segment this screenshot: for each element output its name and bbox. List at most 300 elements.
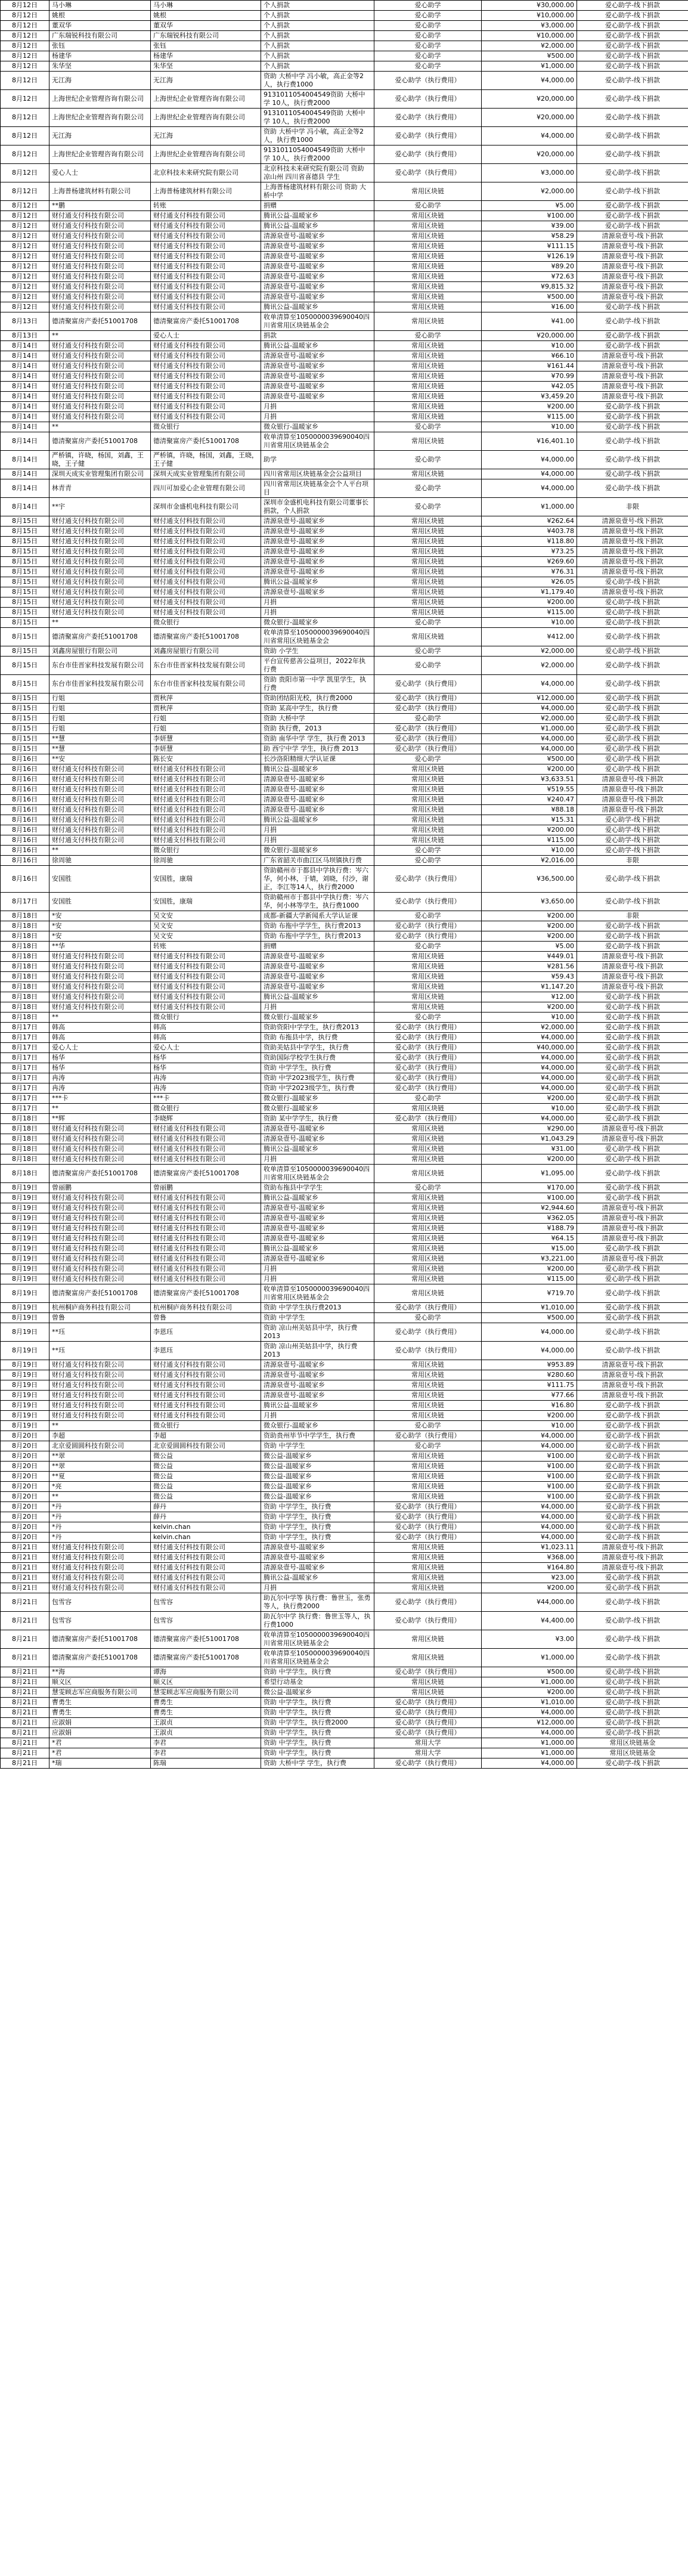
cell-date: 8月21日 [1, 1688, 49, 1698]
cell-purpose: 月捐 [261, 1154, 374, 1165]
table-row [1, 754, 688, 764]
cell-use: 爱心助学-线下捐款 [577, 211, 688, 221]
cell-purpose: 清源泉壹号-温暖家乡 [261, 1370, 374, 1380]
cell-payee: 财付通支付科技有限公司 [151, 262, 261, 272]
table-row [1, 1360, 688, 1370]
cell-payee: 德清聚富房产委托51001708 [151, 1165, 261, 1183]
cell-use: 清源泉壹号-线下捐款 [577, 1553, 688, 1563]
table-row [1, 893, 688, 911]
cell-donor: ** [49, 618, 151, 628]
cell-payee: 韩高 [151, 1033, 261, 1043]
table-row [1, 1573, 688, 1583]
table-row [1, 764, 688, 775]
cell-amount: ¥5.00 [482, 201, 577, 211]
cell-type: 爱心助学 [374, 754, 482, 764]
table-row [1, 1391, 688, 1401]
cell-donor: **华 [49, 942, 151, 952]
cell-use: 爱心助学-线下捐款 [577, 1502, 688, 1512]
cell-amount: ¥73.25 [482, 547, 577, 557]
cell-date: 8月12日 [1, 182, 49, 201]
cell-type: 常用区块链 [374, 1472, 482, 1482]
cell-amount: ¥3,000.00 [482, 21, 577, 31]
cell-use: 爱心助学-线下捐款 [577, 1698, 688, 1708]
cell-date: 8月12日 [1, 302, 49, 312]
cell-amount: ¥4,000.00 [482, 1342, 577, 1360]
cell-donor: **慧 [49, 744, 151, 754]
table-row [1, 1254, 688, 1264]
cell-amount: ¥42.05 [482, 382, 577, 392]
cell-payee: 财付通支付科技有限公司 [151, 1264, 261, 1274]
cell-type: 常用区块链 [374, 835, 482, 846]
cell-use: 爱心助学-线下捐款 [577, 675, 688, 693]
cell-use: 爱心助学-线下捐款 [577, 51, 688, 61]
cell-type: 常用区块链 [374, 231, 482, 242]
cell-date: 8月18日 [1, 1002, 49, 1013]
cell-amount: ¥164.80 [482, 1563, 577, 1573]
cell-purpose: 资助 大桥中学 学生，执行费 [261, 1758, 374, 1769]
cell-payee: 德清聚富房产委托51001708 [151, 1284, 261, 1303]
cell-date: 8月17日 [1, 1023, 49, 1033]
table-row [1, 1114, 688, 1124]
cell-donor: 杨建华 [49, 51, 151, 61]
cell-amount: ¥10.00 [482, 1421, 577, 1431]
cell-purpose: 微众银行-温暖家乡 [261, 618, 374, 628]
cell-date: 8月14日 [1, 392, 49, 402]
cell-use: 爱心助学-线下捐款 [577, 182, 688, 201]
cell-date: 8月16日 [1, 825, 49, 835]
cell-type: 爱心助学（执行费用） [374, 1063, 482, 1073]
cell-payee: 财付通支付科技有限公司 [151, 952, 261, 962]
cell-payee: 李君 [151, 1748, 261, 1758]
cell-payee: 财付通支付科技有限公司 [151, 1391, 261, 1401]
cell-use: 清源泉壹号-线下捐款 [577, 231, 688, 242]
cell-purpose: 清源泉壹号-温暖家乡 [261, 527, 374, 537]
cell-purpose: 资助国际学校学生执行费 [261, 1053, 374, 1063]
cell-donor: 财付通支付科技有限公司 [49, 992, 151, 1002]
table-row [1, 714, 688, 724]
cell-payee: 财付通支付科技有限公司 [151, 567, 261, 577]
cell-type: 常用区块链 [374, 361, 482, 371]
cell-purpose: 9131011054004549资助 大桥中学 10人，执行费2000 [261, 145, 374, 164]
table-row [1, 1370, 688, 1380]
cell-payee: 财付通支付科技有限公司 [151, 392, 261, 402]
cell-date: 8月15日 [1, 516, 49, 527]
cell-amount: ¥3,000.00 [482, 164, 577, 182]
cell-payee: 财付通支付科技有限公司 [151, 982, 261, 992]
cell-use: 清源泉壹号-线下捐款 [577, 775, 688, 785]
cell-date: 8月12日 [1, 51, 49, 61]
cell-amount: ¥403.78 [482, 527, 577, 537]
cell-type: 爱心助学（执行费用） [374, 1342, 482, 1360]
cell-purpose: 个人捐款 [261, 41, 374, 51]
cell-use: 清源泉壹号-线下捐款 [577, 952, 688, 962]
cell-purpose: 上海普杨建筑材料有限公司 资助 大桥中学 [261, 182, 374, 201]
cell-date: 8月21日 [1, 1708, 49, 1718]
table-row [1, 775, 688, 785]
cell-payee: 微公益 [151, 1462, 261, 1472]
cell-payee: 财付通支付科技有限公司 [151, 1543, 261, 1553]
cell-type: 爱心助学 [374, 331, 482, 341]
cell-purpose: 资助 中学学生，执行费 [261, 1522, 374, 1532]
cell-date: 8月16日 [1, 795, 49, 805]
cell-donor: 财付通支付科技有限公司 [49, 402, 151, 412]
table-row [1, 361, 688, 371]
table-row [1, 1462, 688, 1472]
cell-use: 爱心助学-线下捐款 [577, 402, 688, 412]
cell-date: 8月20日 [1, 1482, 49, 1492]
cell-date: 8月20日 [1, 1532, 49, 1543]
cell-amount: ¥1,023.11 [482, 1543, 577, 1553]
cell-donor: 财付通支付科技有限公司 [49, 537, 151, 547]
cell-donor: 财付通支付科技有限公司 [49, 1380, 151, 1391]
cell-donor: 财付通支付科技有限公司 [49, 1553, 151, 1563]
cell-date: 8月15日 [1, 646, 49, 657]
cell-type: 爱心助学（执行费用） [374, 734, 482, 744]
cell-payee: ***卡 [151, 1094, 261, 1104]
cell-type: 常用区块链 [374, 785, 482, 795]
cell-date: 8月14日 [1, 402, 49, 412]
cell-purpose: 月捐 [261, 835, 374, 846]
cell-type: 爱心助学（执行费用） [374, 1718, 482, 1728]
cell-type: 爱心助学 [374, 422, 482, 432]
cell-type: 爱心助学（执行费用） [374, 1502, 482, 1512]
cell-donor: 财付通支付科技有限公司 [49, 252, 151, 262]
cell-use: 爱心助学-线下捐款 [577, 479, 688, 498]
table-row [1, 1313, 688, 1323]
cell-type: 爱心助学（执行费用） [374, 724, 482, 734]
cell-use: 爱心助学-线下捐款 [577, 992, 688, 1002]
cell-type: 爱心助学（执行费用） [374, 1698, 482, 1708]
cell-payee: 财付通支付科技有限公司 [151, 992, 261, 1002]
cell-date: 8月21日 [1, 1553, 49, 1563]
cell-purpose: 资助贵州毕节中学学生，执行费 [261, 1431, 374, 1441]
cell-amount: ¥200.00 [482, 1688, 577, 1698]
cell-purpose: 清源泉壹号-温暖家乡 [261, 1254, 374, 1264]
cell-amount: ¥1,095.00 [482, 1165, 577, 1183]
cell-amount: ¥36,500.00 [482, 866, 577, 893]
cell-purpose: 助瓦尔中学 执行费：鲁世玉等人，执行费1000 [261, 1612, 374, 1630]
cell-amount: ¥111.15 [482, 242, 577, 252]
table-row [1, 292, 688, 302]
cell-purpose: 助学 [261, 451, 374, 469]
cell-type: 爱心助学（执行费用） [374, 1033, 482, 1043]
cell-date: 8月17日 [1, 1073, 49, 1083]
cell-date: 8月21日 [1, 1612, 49, 1630]
cell-payee: 姚根 [151, 11, 261, 21]
cell-use: 爱心助学-线下捐款 [577, 1023, 688, 1033]
cell-purpose: 腾讯公益-温暖家乡 [261, 992, 374, 1002]
cell-purpose: 资助 中学学生 [261, 1441, 374, 1451]
cell-donor: 财付通支付科技有限公司 [49, 587, 151, 597]
cell-type: 常用区块链 [374, 1104, 482, 1114]
cell-type: 爱心助学 [374, 1183, 482, 1193]
cell-purpose: 捐赠 [261, 201, 374, 211]
cell-payee: 包雪容 [151, 1612, 261, 1630]
cell-type: 常用区块链 [374, 1370, 482, 1380]
cell-purpose: 资助 贵阳市第一中学 凯里学生，执行费 [261, 675, 374, 693]
cell-use: 爱心助学-线下捐款 [577, 1094, 688, 1104]
cell-type: 常用区块链 [374, 992, 482, 1002]
cell-type: 常用区块链 [374, 392, 482, 402]
cell-purpose: 深圳市金盛机电科技有限公司董事长捐款，个人捐款 [261, 498, 374, 516]
table-row [1, 1303, 688, 1313]
cell-amount: ¥4,000.00 [482, 704, 577, 714]
cell-date: 8月14日 [1, 479, 49, 498]
cell-type: 常用区块链 [374, 371, 482, 382]
cell-type: 常用区块链 [374, 1224, 482, 1234]
table-row [1, 628, 688, 646]
cell-payee: 杨建华 [151, 51, 261, 61]
cell-purpose: 资助 中学2023级学生，执行费 [261, 1083, 374, 1094]
cell-date: 8月15日 [1, 618, 49, 628]
cell-type: 爱心助学（执行费用） [374, 1053, 482, 1063]
cell-type: 爱心助学（执行费用） [374, 72, 482, 90]
table-row [1, 618, 688, 628]
table-row [1, 1482, 688, 1492]
table-row [1, 608, 688, 618]
cell-use: 爱心助学-线下捐款 [577, 1342, 688, 1360]
cell-type: 常用区块链 [374, 1254, 482, 1264]
cell-payee: 陈瑞 [151, 1758, 261, 1769]
cell-payee: 徐周驰 [151, 856, 261, 866]
cell-donor: 财付通支付科技有限公司 [49, 382, 151, 392]
table-row [1, 557, 688, 567]
table-row [1, 1073, 688, 1083]
cell-donor: 行姐 [49, 704, 151, 714]
table-row [1, 371, 688, 382]
cell-use: 常用区块链基金 [577, 1748, 688, 1758]
cell-payee: 微众银行 [151, 618, 261, 628]
cell-payee: 无江海 [151, 72, 261, 90]
cell-purpose: 收单清算至1050000039690040四川省常用区块链基金会 [261, 1165, 374, 1183]
cell-amount: ¥77.66 [482, 1391, 577, 1401]
cell-purpose: 资助 中学学生，执行费2000 [261, 1718, 374, 1728]
cell-payee: 广东瑞锐科技有限公司 [151, 31, 261, 41]
cell-payee: 财付通支付科技有限公司 [151, 516, 261, 527]
cell-donor: 上海世纪企业管理咨询有限公司 [49, 109, 151, 127]
cell-type: 爱心助学（执行费用） [374, 1073, 482, 1083]
table-row [1, 282, 688, 292]
cell-purpose: 清源泉壹号-温暖家乡 [261, 1543, 374, 1553]
cell-use: 爱心助学-线下捐款 [577, 618, 688, 628]
cell-amount: ¥100.00 [482, 1193, 577, 1203]
cell-payee: 财付通支付科技有限公司 [151, 835, 261, 846]
table-row [1, 1411, 688, 1421]
table-row [1, 1224, 688, 1234]
cell-donor: 财付通支付科技有限公司 [49, 1370, 151, 1380]
cell-date: 8月15日 [1, 744, 49, 754]
cell-date: 8月19日 [1, 1370, 49, 1380]
cell-payee: 德清聚富房产委托51001708 [151, 312, 261, 331]
cell-type: 爱心助学（执行费用） [374, 127, 482, 145]
cell-purpose: 资助 某中学学生，执行费 [261, 1114, 374, 1124]
cell-donor: ** [49, 422, 151, 432]
cell-donor: 财付通支付科技有限公司 [49, 795, 151, 805]
cell-amount: ¥100.00 [482, 1451, 577, 1462]
cell-date: 8月12日 [1, 221, 49, 231]
cell-payee: 薛丹 [151, 1512, 261, 1522]
cell-amount: ¥12,000.00 [482, 1718, 577, 1728]
table-row [1, 61, 688, 72]
cell-date: 8月18日 [1, 992, 49, 1002]
cell-donor: ** [49, 1492, 151, 1502]
cell-type: 常用区块链 [374, 1451, 482, 1462]
cell-date: 8月21日 [1, 1677, 49, 1688]
table-row [1, 1023, 688, 1033]
cell-donor: **慧 [49, 734, 151, 744]
cell-payee: 德清聚富房产委托51001708 [151, 1649, 261, 1667]
cell-use: 爱心助学-线下捐款 [577, 1612, 688, 1630]
cell-use: 爱心助学-线下捐款 [577, 312, 688, 331]
cell-donor: 财付通支付科技有限公司 [49, 962, 151, 972]
cell-donor: 财付通支付科技有限公司 [49, 1563, 151, 1573]
cell-use: 清源泉壹号-线下捐款 [577, 1380, 688, 1391]
cell-donor: 财付通支付科技有限公司 [49, 1360, 151, 1370]
cell-donor: 韩高 [49, 1023, 151, 1033]
cell-donor: 财付通支付科技有限公司 [49, 412, 151, 422]
cell-payee: 财付通支付科技有限公司 [151, 1380, 261, 1391]
cell-payee: 财付通支付科技有限公司 [151, 764, 261, 775]
cell-use: 爱心助学-线下捐款 [577, 1718, 688, 1728]
cell-date: 8月14日 [1, 371, 49, 382]
cell-payee: 严桥镇，许晓，杨国，刘鑫，王晓，王子健 [151, 451, 261, 469]
cell-date: 8月12日 [1, 90, 49, 109]
cell-payee: 财付通支付科技有限公司 [151, 608, 261, 618]
cell-donor: **宇 [49, 498, 151, 516]
cell-purpose: 清源泉壹号-温暖家乡 [261, 972, 374, 982]
cell-donor: *君 [49, 1738, 151, 1748]
cell-payee: 财付通支付科技有限公司 [151, 252, 261, 262]
cell-type: 常用区块链 [374, 469, 482, 479]
cell-type: 爱心助学（执行费用） [374, 1593, 482, 1612]
cell-amount: ¥2,000.00 [482, 1023, 577, 1033]
cell-use: 爱心助学-线下捐款 [577, 145, 688, 164]
cell-donor: *丹 [49, 1532, 151, 1543]
table-row [1, 127, 688, 145]
cell-donor: 财付通支付科技有限公司 [49, 516, 151, 527]
cell-donor: **夏 [49, 1472, 151, 1482]
cell-purpose: 清源泉壹号-温暖家乡 [261, 292, 374, 302]
cell-payee: 四川可加爱心企业管理有限公司 [151, 479, 261, 498]
cell-amount: ¥4,400.00 [482, 1612, 577, 1630]
cell-date: 8月15日 [1, 724, 49, 734]
table-row [1, 1748, 688, 1758]
cell-purpose: 清源泉壹号-温暖家乡 [261, 537, 374, 547]
cell-amount: ¥2,000.00 [482, 646, 577, 657]
cell-date: 8月17日 [1, 1033, 49, 1043]
cell-amount: ¥200.00 [482, 921, 577, 931]
cell-type: 爱心助学（执行费用） [374, 866, 482, 893]
cell-donor: 上海普杨建筑材料有限公司 [49, 182, 151, 201]
cell-date: 8月12日 [1, 145, 49, 164]
cell-date: 8月18日 [1, 1144, 49, 1154]
cell-purpose: 微公益-温暖家乡 [261, 1492, 374, 1502]
cell-type: 爱心助学 [374, 41, 482, 51]
cell-use: 爱心助学-线下捐款 [577, 704, 688, 714]
cell-amount: ¥70.99 [482, 371, 577, 382]
cell-donor: 顺义区 [49, 1677, 151, 1688]
cell-donor: 曾丽鹏 [49, 1183, 151, 1193]
cell-purpose: 月捐 [261, 825, 374, 835]
cell-amount: ¥4,000.00 [482, 451, 577, 469]
cell-use: 爱心助学-线下捐款 [577, 1462, 688, 1472]
cell-donor: 财付通支付科技有限公司 [49, 815, 151, 825]
cell-date: 8月14日 [1, 361, 49, 371]
cell-type: 常用区块链 [374, 825, 482, 835]
table-row [1, 312, 688, 331]
table-row [1, 1649, 688, 1667]
table-row [1, 21, 688, 31]
cell-date: 8月14日 [1, 422, 49, 432]
cell-type: 爱心助学 [374, 1013, 482, 1023]
cell-use: 爱心助学-线下捐款 [577, 1401, 688, 1411]
cell-payee: kelvin.chan [151, 1522, 261, 1532]
cell-donor: 德清聚富房产委托51001708 [49, 1630, 151, 1649]
table-row [1, 1043, 688, 1053]
cell-type: 爱心助学 [374, 1313, 482, 1323]
cell-payee: 财付通支付科技有限公司 [151, 1154, 261, 1165]
cell-purpose: 北京科技未来研究院有限公司 资助 凉山州 四川省喜德县 学生 [261, 164, 374, 182]
cell-amount: ¥2,000.00 [482, 41, 577, 51]
cell-purpose: 月捐 [261, 1583, 374, 1593]
cell-payee: 财付通支付科技有限公司 [151, 1254, 261, 1264]
cell-use: 爱心助学-线下捐款 [577, 1144, 688, 1154]
cell-date: 8月19日 [1, 1213, 49, 1224]
cell-date: 8月16日 [1, 754, 49, 764]
table-row [1, 331, 688, 341]
cell-payee: 上海世纪企业管理咨询有限公司 [151, 109, 261, 127]
table-row [1, 527, 688, 537]
cell-type: 爱心助学（执行费用） [374, 164, 482, 182]
cell-use: 爱心助学-线下捐款 [577, 1264, 688, 1274]
cell-use: 清源泉壹号-线下捐款 [577, 1360, 688, 1370]
cell-payee: 无江海 [151, 127, 261, 145]
cell-donor: ** [49, 846, 151, 856]
cell-type: 常用区块链 [374, 587, 482, 597]
cell-use: 清源泉壹号-线下捐款 [577, 785, 688, 795]
cell-date: 8月20日 [1, 1502, 49, 1512]
cell-amount: ¥4,000.00 [482, 1728, 577, 1738]
cell-purpose: 清源泉壹号-温暖家乡 [261, 557, 374, 567]
cell-type: 常用区块链 [374, 252, 482, 262]
table-row [1, 646, 688, 657]
cell-donor: *丹 [49, 1512, 151, 1522]
cell-type: 常用区块链 [374, 1543, 482, 1553]
cell-date: 8月15日 [1, 704, 49, 714]
cell-donor: 财付通支付科技有限公司 [49, 262, 151, 272]
cell-date: 8月12日 [1, 242, 49, 252]
cell-donor: 财付通支付科技有限公司 [49, 242, 151, 252]
cell-amount: ¥290.00 [482, 1124, 577, 1134]
cell-type: 常用区块链 [374, 567, 482, 577]
cell-use: 爱心助学-线下捐款 [577, 931, 688, 942]
cell-use: 爱心助学-线下捐款 [577, 221, 688, 231]
cell-type: 常用区块链 [374, 1154, 482, 1165]
cell-use: 清源泉壹号-线下捐款 [577, 516, 688, 527]
cell-use: 爱心助学-线下捐款 [577, 164, 688, 182]
table-row [1, 1033, 688, 1043]
table-row [1, 1563, 688, 1573]
cell-use: 爱心助学-线下捐款 [577, 1573, 688, 1583]
cell-payee: 微众银行 [151, 1104, 261, 1114]
cell-use: 爱心助学-线下捐款 [577, 1472, 688, 1482]
cell-type: 爱心助学（执行费用） [374, 1522, 482, 1532]
cell-donor: 财付通支付科技有限公司 [49, 775, 151, 785]
cell-date: 8月15日 [1, 714, 49, 724]
table-row [1, 392, 688, 402]
table-row [1, 221, 688, 231]
cell-amount: ¥10.00 [482, 618, 577, 628]
